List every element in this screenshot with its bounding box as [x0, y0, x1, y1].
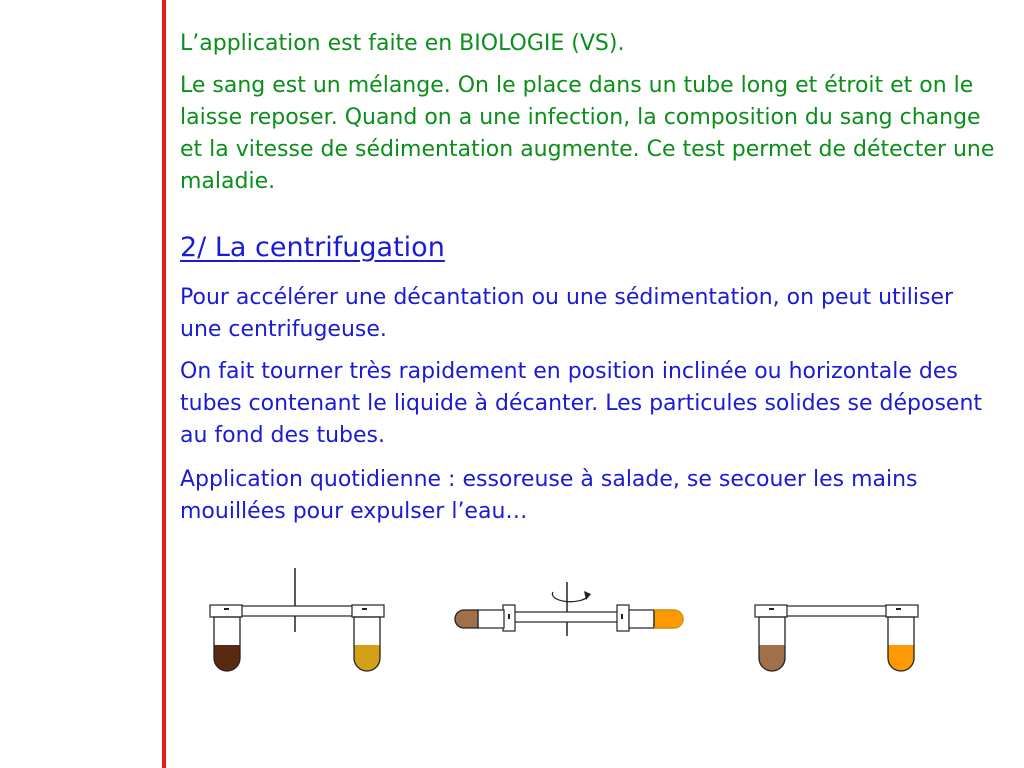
rotor-arm: [785, 606, 888, 616]
tube-holder: [755, 605, 787, 617]
centrifuge-rest-1: [210, 568, 385, 675]
centrifugation-heading: 2/ La centrifugation: [180, 232, 445, 263]
centrifuge-spinning: [450, 582, 687, 636]
tube-holder: [210, 605, 242, 617]
centrifugation-paragraph-2: On fait tourner très rapidement en position inclinée ou horizontale des tubes contenant le liquide à décanter. Les particules solides se déposent au fond des tubes.: [180, 359, 983, 448]
tube-holder: [352, 605, 384, 617]
biology-body: Le sang est un mélange. On le place dans un tube long et étroit et on le laisse reposer. Quand on a une infection, la composition du sang change et la vitesse de sédimentation augmente. Ce test permet de détecter une maladie.: [180, 73, 995, 194]
rotor-arm: [513, 612, 619, 622]
biology-intro: L’application est faite en BIOLOGIE (VS).: [180, 31, 625, 56]
centrifugation-paragraph-3: Application quotidienne : essoreuse à salade, se secouer les mains mouillées pour expulser l’eau…: [180, 467, 918, 524]
rotation-arrow-icon: [552, 592, 588, 602]
centrifuge-diagram: [0, 560, 1024, 760]
rotor-arm: [240, 606, 354, 616]
tube-holder: [886, 605, 918, 617]
centrifugation-paragraph-1: Pour accélérer une décantation ou une sédimentation, on peut utiliser une centrifugeuse.: [180, 285, 954, 342]
centrifuge-rest-2: [755, 605, 919, 675]
